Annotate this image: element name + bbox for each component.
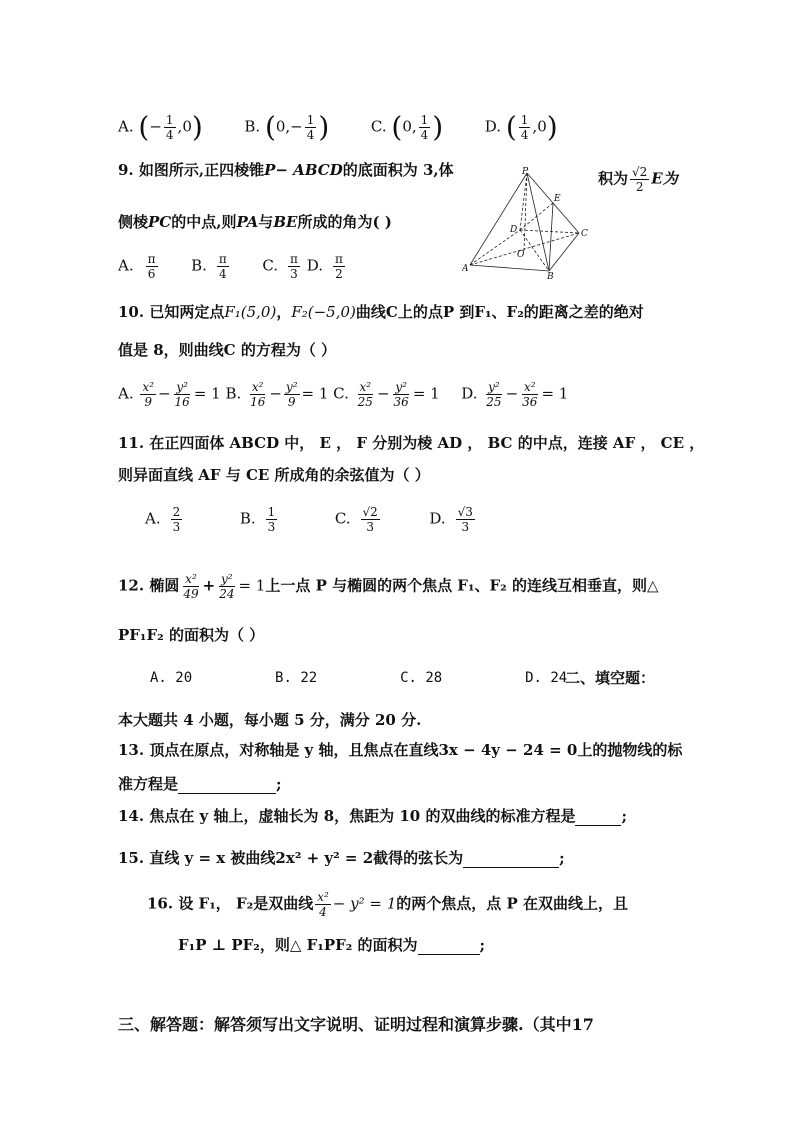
q9-line1: 9. 如图所示,正四棱锥P− ABCD的底面积为 3,体 <box>118 161 454 179</box>
fig-label-b: B <box>547 272 554 280</box>
q15-blank[interactable] <box>463 851 559 868</box>
q10-line1: 10. 已知两定点F₁(5,0)，F₂(−5,0)曲线C上的点P 到F₁、F₂的距离之差的绝对 <box>118 303 644 321</box>
q8-options: A. (− $\frac{1}{4}$ ,0) B. (0,− $\frac{1}{4}$ ) C. (0, $\frac{1}{4}$ ) D. ( $\frac{1}{4}$ ,0) <box>118 110 558 144</box>
q10-options: A. $\frac{\text{x²}}{9}$ − $\frac{\text{y²}}{16}$ = 1 B. $\frac{\text{x²}}{16}$ − $\frac{\text{y²}}{9}$ = 1 C. $\frac{\text{x²}}{25}$ − $\frac{\text{y²}}{36}$ = 1 D. $\frac{\text{y²}}{25}$ − $\frac{\text{x²}}{36}$ = 1 <box>118 380 569 409</box>
fill-intro: 本大题共 4 小题，每小题 5 分，满分 20 分. <box>118 711 422 729</box>
q12-line1: 12. 椭圆 $\frac{\text{x²}}{49}$ + $\frac{\text{y²}}{24}$ = 1上一点 P 与椭圆的两个焦点 F₁、F₂ 的连线互相垂直，则△ <box>118 572 659 601</box>
q8-option-d-label: D. <box>484 117 502 136</box>
q16-line1: 16. 设 F₁， F₂是双曲线 $\frac{\text{x²}}{4}$ − y² = 1的两个焦点，点 P 在双曲线上，且 <box>147 890 628 919</box>
fig-label-p: P <box>522 167 529 177</box>
q15-line: 15. 直线 y = x 被曲线2x² + y² = 2截得的弦长为 ; <box>118 849 565 867</box>
q11-options: A. $\frac{2}{3}$ B. $\frac{1}{3}$ C. $\frac{√2}{3}$ D. $\frac{√3}{3}$ <box>145 505 473 534</box>
fig-label-e: E <box>554 194 561 204</box>
section-2-heading: 二、填空题： <box>565 669 656 687</box>
q16-blank[interactable] <box>418 938 480 955</box>
q12-line2: PF₁F₂ 的面积为（ ） <box>118 626 265 644</box>
fig-label-a: A <box>462 264 469 274</box>
q9-right: 积为 $\frac{√2}{2}$ E为 <box>598 165 678 194</box>
q8-option-c-label: C. <box>370 117 387 136</box>
q12-options: A. 20 B. 22 C. 28 D. 24 <box>150 670 568 686</box>
fig-label-o: O <box>517 250 525 260</box>
q10-line2: 值是 8，则曲线C 的方程为（ ） <box>118 341 337 359</box>
q13-line2: 准方程是 ; <box>118 775 282 793</box>
q9-line2: 侧棱PC的中点,则PA与BE所成的角为( ) <box>118 213 392 231</box>
section-3-heading: 三、解答题：解答须写出文字说明、证明过程和演算步骤.（其中17 <box>118 1015 594 1034</box>
q13-line1: 13. 顶点在原点，对称轴是 y 轴，且焦点在直线3x − 4y − 24 = 0上的抛物线的标 <box>118 741 683 759</box>
fig-label-d: D <box>510 225 518 235</box>
q8-option-b-label: B. <box>244 117 261 136</box>
q9-options: A. $\frac{\pi}{6}$ B. $\frac{\pi}{4}$ C. $\frac{\pi}{3}$ D. $\frac{\pi}{2}$ <box>118 252 343 281</box>
q11-line2: 则异面直线 AF 与 CE 所成角的余弦值为（ ） <box>118 466 430 484</box>
q14-blank[interactable] <box>575 809 621 826</box>
q16-line2: F₁P ⊥ PF₂，则△ F₁PF₂ 的面积为 ; <box>178 936 486 954</box>
q14-line: 14. 焦点在 y 轴上，虚轴长为 8，焦距为 10 的双曲线的标准方程是 ; <box>118 807 628 825</box>
pyramid-figure <box>462 165 592 280</box>
q11-line1: 11. 在正四面体 ABCD 中， E ， F 分别为棱 AD ， BC 的中点，连接 AF ， CE ， <box>118 434 705 452</box>
q8-option-a-label: A. <box>118 117 134 136</box>
q13-blank[interactable] <box>178 777 276 794</box>
fig-label-c: C <box>581 229 588 239</box>
